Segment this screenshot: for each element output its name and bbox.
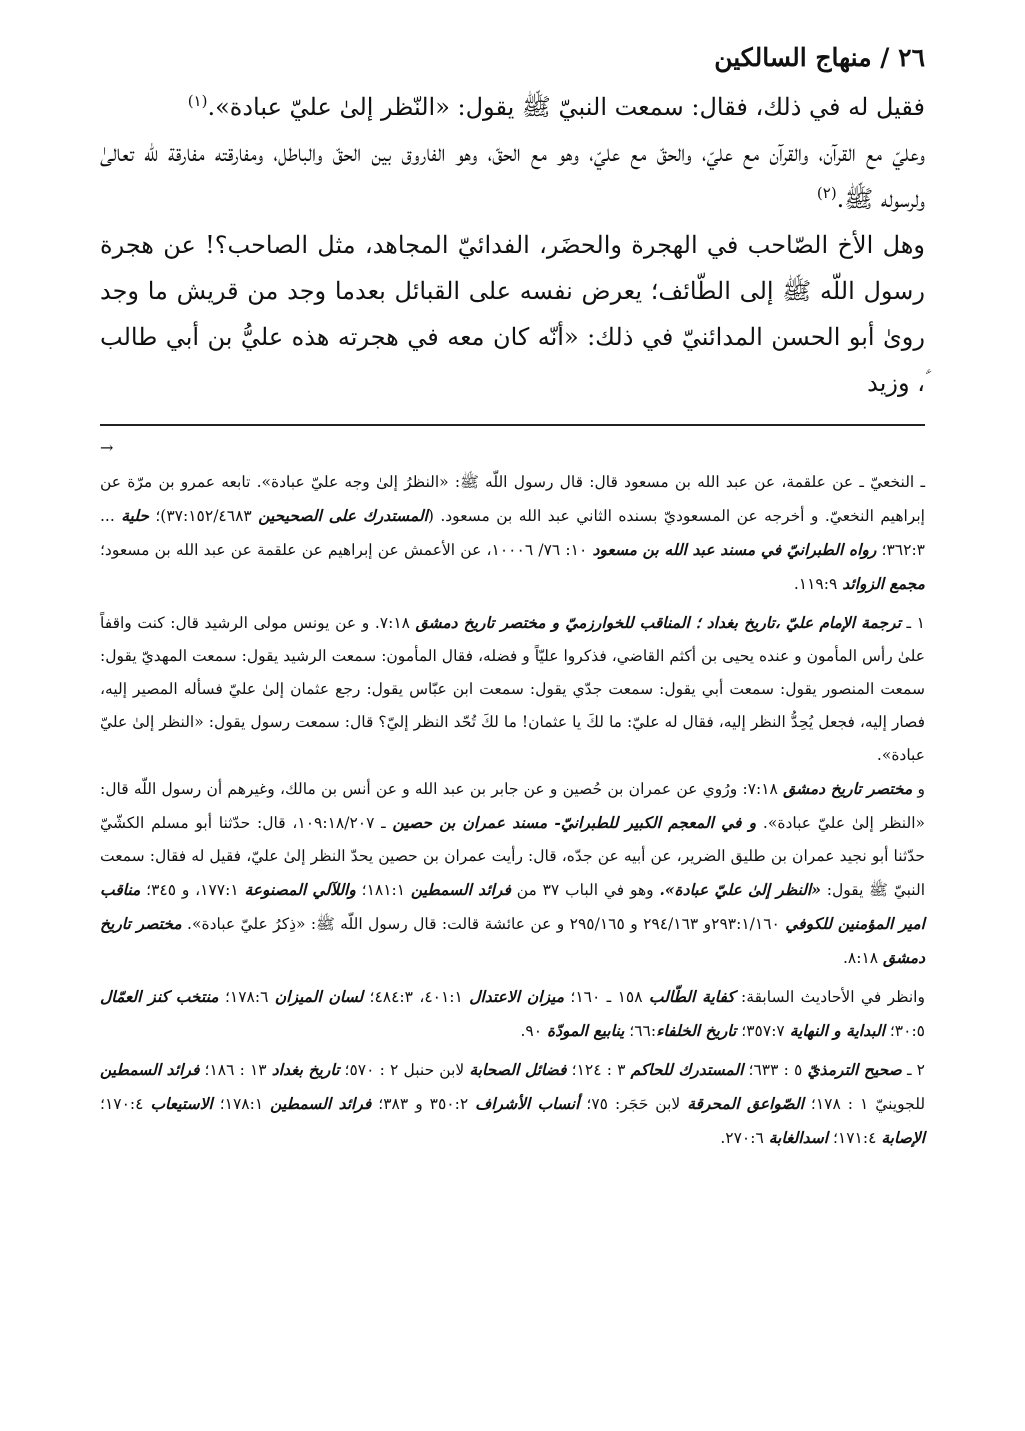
footnote-1-references [100, 980, 925, 1048]
fn-number: ٢ ـ [901, 1061, 925, 1079]
fn-text: ـ النخعيّ ـ عن علقمة، عن عبد الله بن مسعود قال: قال رسول اللّه ﷺ: «النظرُ إلىٰ وجه عليّ عبادة». تابعه عمرو بن مرّة عن إبراهيم النخعيّ. و أخرجه عن المسعوديّ بسنده الثاني عبد الله بن مسعود. ( [100, 473, 925, 525]
fn-source-title: مختصر تاريخ دمشق [783, 779, 913, 798]
fn-source-title: واللآلي المصنوعة [244, 880, 356, 899]
main-paragraph-3: وهل الأخ الصّاحب في الهجرة والحضَر، الفدائيّ المجاهد، مثل الصاحب؟! عن هجرة رسول اللّه ﷺ إلى الطّائف؛ يعرض نفسه على القبائل بعدما وجد من قريش ما وجد روىٰ أبو الحسن المدائنيّ في ذلك: «أنّه كان معه في هجرته هذه عليُّ بن أبي طالب ؑ، وزيد [100, 231, 925, 397]
paragraph-text: فقيل له في ذلك، فقال: سمعت النبيّ ﷺ يقول: «النّظر إلىٰ عليّ عبادة». [207, 93, 925, 121]
fn-text: ـ ١٠٩:١٨/٢٠٧، قال: حدّثنا أبو مسلم الكشّيّ حدّثنا أبو نجيد عمران بن طليق الضرير، عن أبيه عن جدّه، قال: رأيت عمران بن حصين يحدّ النظر إلىٰ عليّ، فقيل له فقال: سمعت النبيّ ﷺ يقول: [100, 814, 925, 899]
fn-text: وهو في الباب ٣٧ من [510, 881, 660, 899]
fn-text: ٨:١٨. [842, 949, 884, 967]
fn-quote: «النظر إلىٰ عليّ عبادة». [659, 880, 821, 899]
fn-source-title: فرائد السمطين [270, 1094, 372, 1113]
main-text [100, 84, 925, 406]
fn-text: ٥ : ٦٣٣؛ [743, 1061, 808, 1079]
footnote-ref-2[interactable]: (٢) [816, 184, 837, 202]
footnote-continuation [100, 466, 925, 601]
fn-text: ١٧١:٤؛ [828, 1129, 882, 1147]
fn-source-title: لسان الميزان [274, 987, 364, 1006]
fn-text: ٣٥٧:٧؛ [736, 1022, 790, 1040]
fn-source-title: منتخب كنز العمّال [100, 987, 219, 1006]
fn-source-title: ترجمة الإمام عليّ ،تاريخ بغداد ؛ المناقب للخوارزميّ و مختصر تاريخ دمشق [415, 613, 901, 632]
fn-text: ٤٠١:١، ٤٨٤:٣؛ [363, 988, 470, 1006]
fn-text: ٧:١٨: ورُوي عن عمران بن حُصين و عن جابر بن عبد الله و عن أنس بن مالك، وغيرهم أن رسول اللّه قال: «النظر إلىٰ عليّ عبادة». [100, 780, 925, 832]
fn-text: ٢٧٠:٦. [720, 1129, 769, 1147]
fn-text: ... ٣٦٢:٣؛ [100, 507, 925, 559]
fn-text: ١٨١:١؛ [355, 881, 411, 899]
book-page [100, 38, 925, 1155]
fn-text: ١٧٠:٤؛ [100, 1095, 151, 1113]
fn-source-title: أنساب الأشراف [475, 1094, 580, 1113]
running-head: ٢٦ / منهاج السالكين [714, 43, 925, 72]
fn-text: لابن حَجَر: ٧٥؛ [579, 1095, 688, 1113]
fn-text: ١٧٧:١، و ٣٤٥؛ [140, 881, 245, 899]
main-paragraph-1 [100, 84, 925, 130]
footnote-2 [100, 1053, 925, 1155]
fn-source-title: فرائد السمطين [100, 1060, 200, 1079]
fn-text: لابن حنبل ٢ : ٥٧٠؛ [339, 1061, 470, 1079]
fn-source-title: المستدرك للحاكم [630, 1060, 744, 1079]
fn-text: ١٣ : ١٨٦؛ [199, 1061, 272, 1079]
fn-source-title: فرائد السمطين [410, 880, 511, 899]
fn-source-title: و في المعجم الكبير للطبرانيّ- مسند عمران بن حصين [392, 813, 757, 832]
fn-source-title: فضائل الصحابة [469, 1060, 567, 1079]
fn-source-title: رواه الطبرانيّ في مسند عبد الله بن مسعود [592, 540, 877, 559]
fn-text: و [912, 780, 925, 798]
fn-text: ١٧٨:١؛ [212, 1095, 271, 1113]
fn-source-title: مختصر تاريخ دمشق [100, 914, 925, 967]
fn-text: وانظر في الأحاديث السابقة: [734, 988, 925, 1006]
fn-source-title: صحيح الترمذيّ [807, 1060, 902, 1079]
fn-source-title: حلية [121, 506, 149, 525]
fn-text: ١١٩:٩. [793, 575, 843, 593]
footnote-divider [100, 424, 925, 426]
fn-text: ٩٠. [520, 1022, 547, 1040]
fn-source-title: ينابيع المودّة [546, 1021, 625, 1040]
fn-text: ١٠: ٧٦/ ١٠٠٠٦، عن الأعمش عن إبراهيم عن علقمة عن عبد الله بن مسعود؛ [100, 541, 593, 559]
fn-text: للجوينيّ ١ : ١٧٨؛ [803, 1095, 926, 1113]
footnotes [100, 466, 925, 1155]
fn-source-title: ميزان الاعتدال [469, 987, 565, 1006]
footnote-1-continued [100, 772, 925, 975]
fn-text: ٧:١٨. و عن يونس مولى الرشيد قال: كنت واقفاً علىٰ رأس المأمون و عنده يحيى بن أكثم القاضي، فذكروا عليّاً و فضله، فقال المأمون: سمعت الرشيد يقول: سمعت المهديّ يقول: سمعت المنصور يقول: سمعت أبي يقول: سمعت جدّي يقول: سمعت ابن عبّاس يقول: رجع عثمان إلىٰ عليّ فسأله المصير إليه، فصار إليه، فجعل يُحِدُّ النظر إليه، فقال له عليّ: ما لكَ يا عثمان! ما لكَ تُحّد النظر إليّ؟ قال: سمعت رسول يقول: «النظر إلىٰ عليّ عبادة». [100, 614, 925, 764]
fn-text: ٣ : ١٢٤؛ [566, 1061, 631, 1079]
paragraph-text: وعليّ مع القرآن، والقرآن مع عليّ، والحقّ مع عليّ، وهو مع الحقّ، وهو الفاروق بين الحقّ والباطل، ومفارقته مفارقة للّه تعالىٰ ولرسوله ﷺ. [100, 139, 925, 213]
fn-source-title: المستدرك على الصحيحين [258, 506, 428, 525]
fn-source-title: تاريخ الخلفاء [656, 1021, 737, 1040]
fn-source-title: اسدالغابة [768, 1128, 829, 1147]
footnote-ref-1[interactable]: (١) [187, 92, 208, 110]
fn-text: ٢٩٣:١/١٦٠و ٢٩٤/١٦٣ و ٢٩٥/١٦٥ و عن عائشة قالت: قال رسول اللّه ﷺ: «ذِكرُ عليّ عبادة». [181, 915, 786, 933]
fn-source-title: البداية و النهاية [789, 1021, 885, 1040]
footnote-1 [100, 606, 925, 772]
fn-source-title: الإصابة [881, 1128, 925, 1147]
fn-source-title: الاستيعاب [150, 1094, 213, 1113]
fn-source-title: مناقب امير المؤمنين للكوفي [100, 880, 925, 933]
fn-text: ٣٥٠:٢ و ٣٨٣؛ [371, 1095, 476, 1113]
fn-text: ١٥٨ ـ ١٦٠؛ [564, 988, 649, 1006]
continuation-arrow-icon: → [100, 438, 114, 457]
fn-source-title: الصّواعق المحرقة [687, 1094, 804, 1113]
fn-text: ٣٠:٥؛ [884, 1022, 925, 1040]
main-paragraph-2 [100, 130, 925, 222]
fn-source-title: تاريخ بغداد [271, 1060, 340, 1079]
fn-source-title: كفاية الطّالب [648, 987, 735, 1006]
fn-source-title: مجمع الزوائد [842, 574, 925, 593]
fn-number: ١ ـ [900, 614, 925, 632]
fn-text: ١٧٨:٦؛ [218, 988, 275, 1006]
fn-text: :٦٦؛ [624, 1022, 657, 1040]
fn-text: ٣٧:١٥٢/٤٦٨٣)؛ [148, 507, 259, 525]
